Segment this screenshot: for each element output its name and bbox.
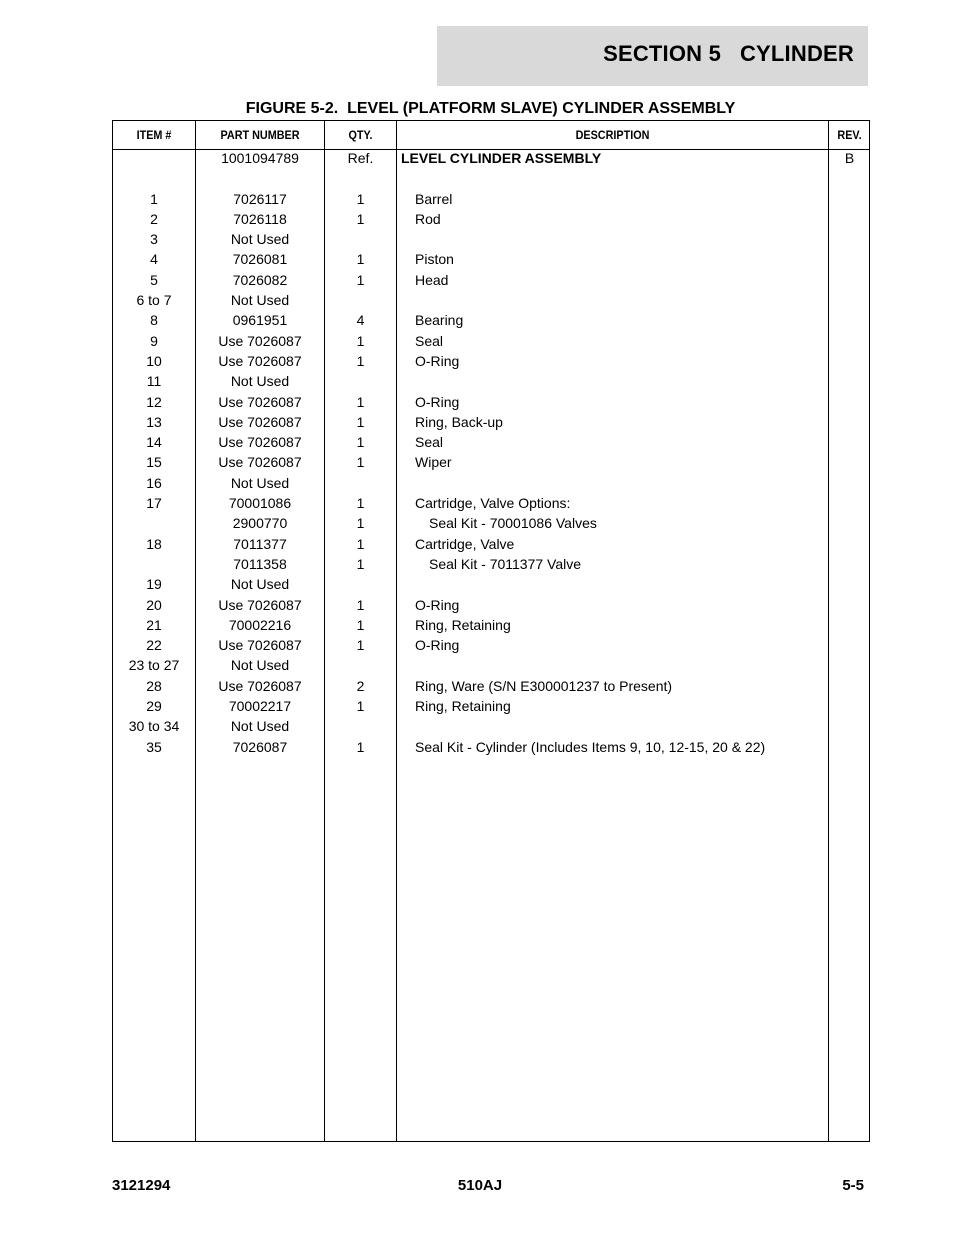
cell-item-number: 18 — [146, 535, 162, 552]
table-row — [113, 616, 869, 636]
cell-part-number: Use 7026087 — [218, 332, 302, 349]
cell-part-number: 7026117 — [233, 190, 287, 207]
cell-item-number: 3 — [150, 231, 158, 248]
cell-part-number: 2900770 — [232, 515, 288, 532]
table-row — [113, 271, 869, 291]
cell-item-number: 19 — [146, 576, 162, 593]
cell-quantity: 1 — [356, 495, 365, 512]
table-row — [113, 575, 869, 595]
cell-description: Barrel — [415, 190, 453, 207]
cell-part-number: Not Used — [230, 373, 290, 390]
cell-part-number: Not Used — [230, 718, 290, 735]
cell-description: Rod — [415, 210, 441, 227]
table-row — [113, 149, 869, 169]
table-row — [113, 393, 869, 413]
cell-quantity: 1 — [356, 555, 365, 572]
cell-description: Seal Kit - 70001086 Valves — [429, 515, 597, 532]
cell-part-number: 7011377 — [233, 535, 287, 552]
footer-model: 510AJ — [457, 1177, 503, 1194]
table-row — [113, 555, 869, 575]
cell-item-number: 14 — [146, 434, 162, 451]
cell-part-number: Use 7026087 — [218, 637, 302, 654]
footer-page-number: 5-5 — [842, 1177, 864, 1194]
table-row — [113, 311, 869, 331]
cell-quantity: 1 — [356, 698, 365, 715]
section-banner — [437, 26, 868, 86]
column-header-part-number: PART NUMBER — [220, 128, 300, 142]
cell-description: Seal — [415, 434, 444, 451]
cell-quantity: 4 — [356, 312, 365, 329]
cell-item-number: 4 — [150, 251, 158, 268]
cell-item-number: 5 — [150, 271, 158, 288]
cell-item-number: 20 — [146, 596, 162, 613]
cell-part-number: Use 7026087 — [218, 434, 302, 451]
cell-item-number: 13 — [146, 413, 162, 430]
cell-item-number: 12 — [146, 393, 162, 410]
table-row — [113, 332, 869, 352]
table-row — [113, 169, 869, 189]
cell-description: Ring, Back-up — [415, 413, 503, 430]
table-row — [113, 738, 869, 758]
column-header-item: ITEM # — [136, 128, 172, 142]
table-row — [113, 352, 869, 372]
cell-item-number: 21 — [146, 616, 162, 633]
cell-part-number: 7026082 — [232, 271, 288, 288]
cell-part-number: 1001094789 — [221, 150, 299, 166]
cell-part-number: 70002216 — [228, 616, 292, 633]
cell-item-number: 15 — [146, 454, 162, 471]
cell-quantity: 1 — [356, 413, 365, 430]
cell-item-number: 2 — [150, 210, 158, 227]
cell-item-number: 8 — [150, 312, 158, 329]
cell-part-number: 7011358 — [233, 555, 287, 572]
cell-quantity: 1 — [356, 596, 365, 613]
cell-part-number: Use 7026087 — [218, 393, 302, 410]
table-row — [113, 474, 869, 494]
cell-description: Wiper — [415, 454, 452, 471]
cell-item-number: 22 — [146, 637, 162, 654]
cell-description: Ring, Ware (S/N E300001237 to Present) — [415, 677, 673, 694]
table-row — [113, 372, 869, 392]
cell-part-number: Not Used — [230, 231, 290, 248]
cell-item-number: 17 — [146, 495, 162, 512]
cell-item-number: 9 — [150, 332, 158, 349]
column-header-description: DESCRIPTION — [575, 128, 650, 142]
cell-description: Cartridge, Valve Options: — [415, 495, 571, 512]
cell-description: O-Ring — [415, 637, 460, 654]
cell-quantity: 2 — [356, 677, 365, 694]
cell-item-number: 29 — [146, 698, 162, 715]
cell-description: Seal Kit - Cylinder (Includes Items 9, 10, 12-15, 20 & 22) — [415, 738, 766, 755]
table-row — [113, 433, 869, 453]
cell-description: LEVEL CYLINDER ASSEMBLY — [401, 150, 602, 166]
section-title: SECTION 5 CYLINDER — [603, 41, 854, 66]
cell-part-number: Not Used — [230, 576, 290, 593]
cell-description: O-Ring — [415, 352, 460, 369]
table-row — [113, 413, 869, 433]
cell-part-number: Use 7026087 — [218, 413, 302, 430]
cell-part-number: Use 7026087 — [218, 352, 302, 369]
cell-part-number: 7026087 — [232, 738, 288, 755]
cell-part-number: Use 7026087 — [218, 677, 302, 694]
footer-document-number: 3121294 — [112, 1177, 171, 1194]
table-body — [113, 149, 869, 758]
cell-part-number: Use 7026087 — [218, 454, 302, 471]
cell-quantity: 1 — [356, 271, 365, 288]
table-row — [113, 697, 869, 717]
cell-part-number: 70001086 — [228, 495, 292, 512]
cell-part-number: 0961951 — [232, 312, 288, 329]
cell-quantity: 1 — [356, 434, 365, 451]
cell-quantity: 1 — [356, 352, 365, 369]
table-row — [113, 190, 869, 210]
cell-description: Seal Kit - 7011377 Valve — [429, 555, 582, 572]
cell-quantity: 1 — [356, 616, 365, 633]
table-row — [113, 717, 869, 737]
cell-revision: B — [844, 150, 855, 166]
cell-description: Piston — [415, 251, 454, 268]
column-header-qty: QTY. — [348, 128, 373, 142]
table-row — [113, 494, 869, 514]
table-row — [113, 291, 869, 311]
cell-item-number: 16 — [146, 474, 162, 491]
cell-quantity: 1 — [356, 454, 365, 471]
cell-part-number: Not Used — [230, 292, 290, 309]
cell-quantity: 1 — [356, 332, 365, 349]
cell-description: Ring, Retaining — [415, 698, 511, 715]
cell-description: Bearing — [415, 312, 464, 329]
cell-item-number: 35 — [146, 738, 162, 755]
cell-description: O-Ring — [415, 596, 460, 613]
parts-table — [112, 120, 870, 1142]
cell-description: Seal — [415, 332, 444, 349]
cell-part-number: 70002217 — [228, 698, 292, 715]
table-row — [113, 453, 869, 473]
cell-description: Head — [415, 271, 449, 288]
figure-title: FIGURE 5-2. LEVEL (PLATFORM SLAVE) CYLINDER ASSEMBLY — [245, 100, 736, 117]
cell-quantity: 1 — [356, 535, 365, 552]
cell-quantity: 1 — [356, 393, 365, 410]
cell-item-number: 1 — [150, 190, 158, 207]
table-row — [113, 230, 869, 250]
cell-item-number: 28 — [146, 677, 162, 694]
table-row — [113, 596, 869, 616]
cell-item-number: 11 — [146, 373, 162, 390]
cell-quantity: 1 — [356, 637, 365, 654]
cell-part-number: Not Used — [230, 474, 290, 491]
cell-quantity: 1 — [356, 190, 365, 207]
column-header-rev: REV. — [837, 128, 862, 142]
cell-quantity: 1 — [356, 515, 365, 532]
cell-quantity: 1 — [356, 210, 365, 227]
cell-quantity: 1 — [356, 738, 365, 755]
cell-item-number: 10 — [146, 352, 162, 369]
cell-description: Cartridge, Valve — [415, 535, 515, 552]
table-row — [113, 250, 869, 270]
cell-description: Ring, Retaining — [415, 616, 511, 633]
cell-quantity: Ref. — [347, 150, 374, 166]
cell-item-number: 30 to 34 — [128, 718, 180, 735]
cell-part-number: 7026118 — [233, 210, 287, 227]
table-row — [113, 636, 869, 656]
table-row — [113, 210, 869, 230]
cell-quantity: 1 — [356, 251, 365, 268]
cell-part-number: Use 7026087 — [218, 596, 302, 613]
cell-item-number: 23 to 27 — [128, 657, 180, 674]
cell-part-number: 7026081 — [232, 251, 288, 268]
table-row — [113, 677, 869, 697]
table-row — [113, 656, 869, 676]
table-row — [113, 514, 869, 534]
cell-part-number: Not Used — [230, 657, 290, 674]
cell-description: O-Ring — [415, 393, 460, 410]
cell-item-number: 6 to 7 — [136, 292, 172, 309]
table-row — [113, 535, 869, 555]
